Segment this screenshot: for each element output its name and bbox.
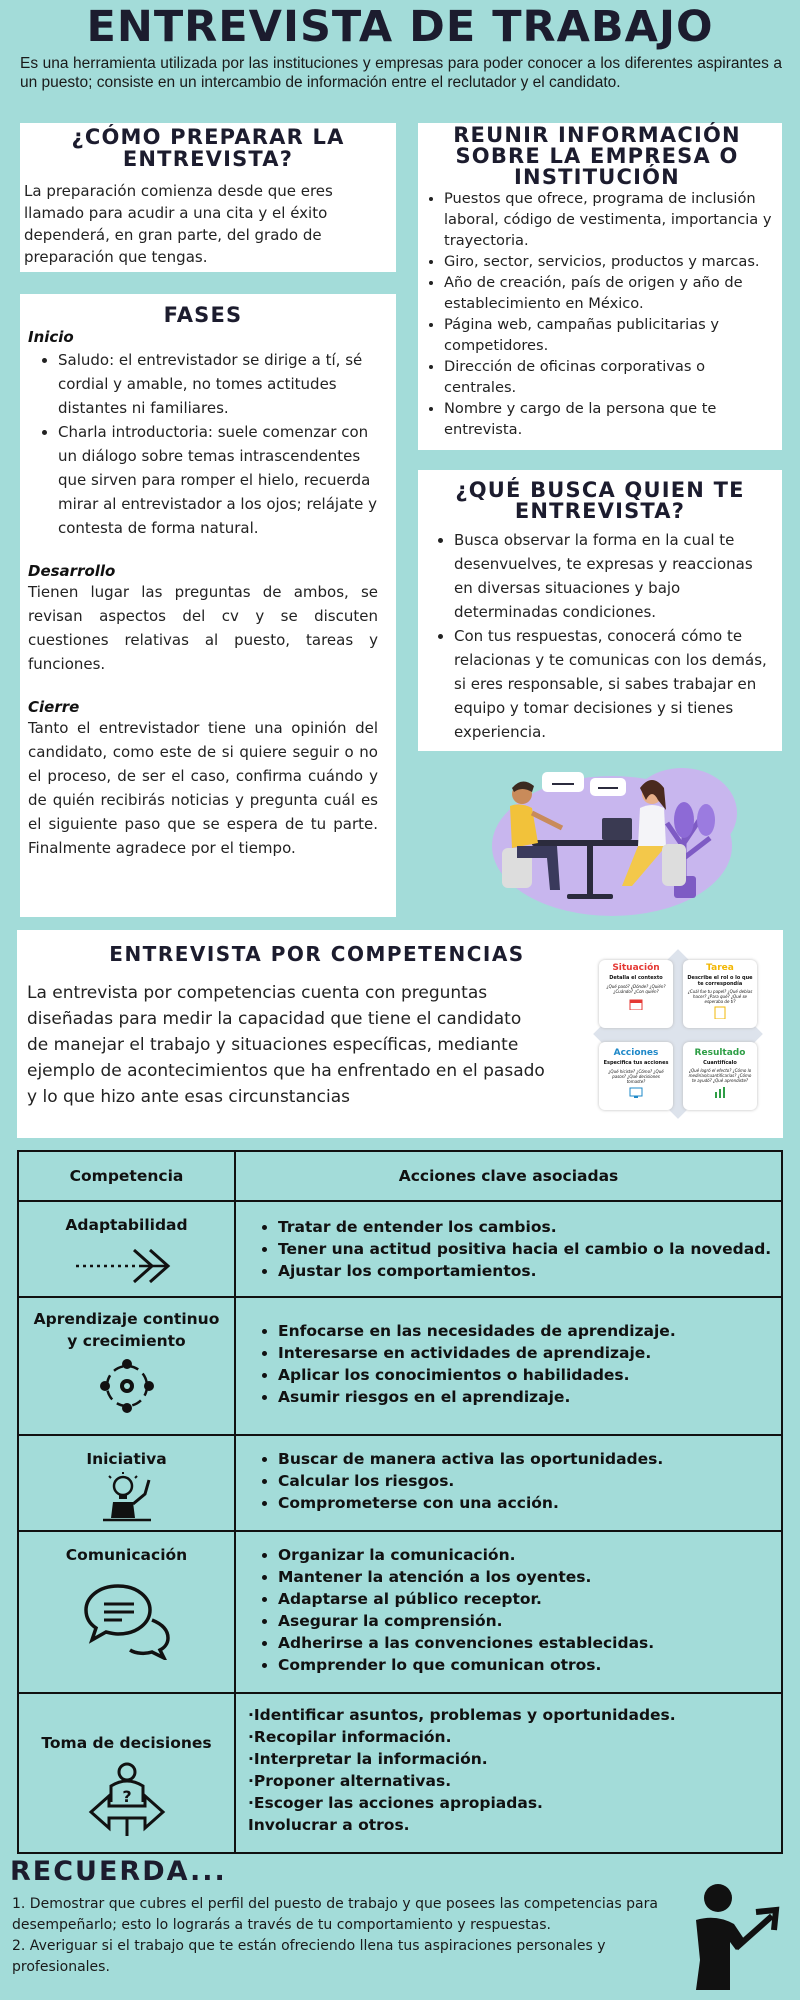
competencias-heading: ENTREVISTA POR COMPETENCIAS [109, 942, 525, 966]
accion-item: Involucrar a otros. [248, 1815, 410, 1834]
reunir-item: • Giro, sector, servicios, productos y marcas. [444, 251, 776, 272]
competencia-cell [18, 1531, 235, 1693]
reunir-list [418, 188, 776, 440]
star-card-acciones [599, 1042, 673, 1110]
calendar-icon [629, 998, 643, 1010]
header-acciones: Acciones clave asociadas [235, 1151, 782, 1201]
competencia-name: Toma de decisiones [41, 1733, 212, 1752]
competencia-cell [18, 1297, 235, 1435]
prepare-text: La preparación comienza desde que eres llamado para acudir a una cita y el éxito dependerá, en gran parte, del grado de preparación que tengas. [24, 182, 333, 266]
table-row [18, 1693, 782, 1853]
reunir-box [418, 123, 782, 450]
prepare-heading-line1: ¿CÓMO PREPARAR LA [71, 125, 345, 149]
busca-heading-line2: ENTREVISTA? [514, 499, 686, 523]
table-row [18, 1297, 782, 1435]
star-acciones-q: ¿Qué hiciste? ¿Cómo? ¿Qué pasos? ¿Qué decisiones tomaste? [608, 1069, 664, 1084]
reunir-item: • Nombre y cargo de la persona que te entrevista. [444, 398, 776, 440]
reunir-heading-line3: INSTITUCIÓN [514, 165, 680, 189]
competencia-name-line2: y crecimiento [67, 1332, 186, 1351]
accion-item: • Aplicar los conocimientos o habilidades. [278, 1364, 781, 1386]
accion-item: ·Proponer alternativas. [248, 1771, 452, 1790]
accion-item: • Enfocarse en las necesidades de aprendizaje. [278, 1320, 781, 1342]
busca-heading [424, 480, 776, 522]
star-tarea-title: Tarea [706, 963, 734, 973]
acciones-cell [235, 1201, 782, 1297]
recuerda-heading: RECUERDA... [10, 1856, 227, 1887]
accion-item: • Interesarse en actividades de aprendizaje. [278, 1342, 781, 1364]
star-diagram [589, 942, 767, 1126]
competencia-name: Adaptabilidad [65, 1216, 188, 1235]
bar-chart-icon [713, 1086, 727, 1098]
monitor-icon [629, 1087, 643, 1099]
recuerda-item: 1. Demostrar que cubres el perfil del puesto de trabajo y que posees las competencias para desempeñarlo; esto lo lograrás a través de tu comportamiento y respuestas. [12, 1896, 658, 1933]
reunir-item: • Año de creación, país de origen y año de establecimiento en México. [444, 272, 776, 314]
accion-item: • Mantener la atención a los oyentes. [278, 1566, 781, 1588]
prepare-heading-line2: ENTREVISTA? [122, 147, 294, 171]
table-row [18, 1201, 782, 1297]
competencia-name: Iniciativa [86, 1450, 167, 1469]
competencia-cell [18, 1693, 235, 1853]
cierre-text: Tanto el entrevistador tiene una opinión del candidato, como este de si quiere seguir o no el proceso, de ser el caso, confirma cuándo y de quién recibirás noticias y pregunta cuál es el siguiente paso que se espera de tu parte. Finalmente agradece por el tiempo. [28, 719, 378, 857]
star-situacion-sub: Detalla el contexto [609, 975, 663, 981]
fases-box [20, 294, 396, 917]
reunir-heading-line2: SOBRE LA EMPRESA O [455, 144, 739, 168]
table-row [18, 1435, 782, 1530]
header-competencia: Competencia [18, 1151, 235, 1201]
busca-box [418, 470, 782, 751]
competencias-text: La entrevista por competencias cuenta con preguntas diseñadas para medir la capacidad que tiene el candidato de manejar el trabajo y situaciones específicas, mediante ejemplo de acontecimientos que ha enfrentado en el pasado y lo que hizo ante esas circunstancias [27, 983, 545, 1107]
competencia-name-line1: Aprendizaje continuo [33, 1310, 220, 1329]
intro-text: Es una herramienta utilizada por las instituciones y empresas para poder conocer a los diferentes aspirantes a un puesto; consiste en un intercambio de información entre el reclutador y el candidato. [20, 55, 782, 91]
dotted-arrow-icon [72, 1244, 182, 1288]
prepare-box [20, 123, 396, 272]
recuerda-item: 2. Averiguar si el trabajo que te están ofreciendo llena tus aspiraciones personales y profesionales. [12, 1938, 606, 1975]
accion-item: ·Interpretar la información. [248, 1749, 488, 1768]
lightbulb-person-icon [99, 1472, 155, 1522]
competencia-cell [18, 1435, 235, 1530]
accion-item: ·Recopilar información. [248, 1727, 452, 1746]
accion-item: ·Identificar asuntos, problemas y oportunidades. [248, 1705, 676, 1724]
reunir-item: • Puestos que ofrece, programa de inclusión laboral, código de vestimenta, importancia y trayectoria. [444, 188, 776, 251]
accion-item: • Calcular los riesgos. [278, 1470, 781, 1492]
svg-text:?: ? [121, 1786, 132, 1806]
competencia-name [19, 1308, 234, 1352]
accion-item: • Tratar de entender los cambios. [278, 1216, 781, 1238]
star-resultado-title: Resultado [694, 1048, 746, 1058]
acciones-list [236, 1320, 781, 1408]
star-situacion-title: Situación [612, 963, 660, 973]
recuerda-list [12, 1894, 672, 1978]
accion-item: • Organizar la comunicación. [278, 1544, 781, 1566]
acciones-list [236, 1448, 781, 1514]
busca-list [424, 528, 776, 744]
inicio-item: • Saludo: el entrevistador se dirige a tí, sé cordial y amable, no tomes actitudes distantes ni familiares. [58, 348, 378, 420]
table-row [18, 1531, 782, 1693]
busca-heading-line1: ¿QUÉ BUSCA QUIEN TE [455, 478, 745, 502]
acciones-cell [235, 1531, 782, 1693]
competencia-name: Comunicación [65, 1545, 188, 1564]
accion-item: • Asumir riesgos en el aprendizaje. [278, 1386, 781, 1408]
busca-item: • Busca observar la forma en la cual te desenvuelves, te expresas y reaccionas en diversas situaciones y bajo determinadas condiciones. [454, 528, 776, 624]
acciones-list [236, 1216, 781, 1282]
accion-item: • Comprometerse con una acción. [278, 1492, 781, 1514]
reunir-heading [418, 125, 776, 188]
fases-heading: FASES [163, 303, 243, 327]
chat-bubbles-icon [82, 1580, 172, 1660]
reunir-heading-line1: REUNIR INFORMACIÓN [453, 123, 741, 147]
prepare-heading [24, 126, 392, 170]
reunir-item: • Página web, campañas publicitarias y competidores. [444, 314, 776, 356]
desarrollo-text: Tienen lugar las preguntas de ambos, se revisan aspectos del cv y se discuten cuestiones relativas al puesto, tareas y funciones. [28, 583, 378, 673]
star-resultado-q: ¿Qué logró el efecto? ¿Cómo lo medirías/cuantificarías? ¿Cómo te ayudó? ¿Qué aprendiste? [688, 1068, 752, 1083]
clipboard-icon [714, 1006, 726, 1019]
accion-item: • Asegurar la comprensión. [278, 1610, 781, 1632]
reunir-item: • Dirección de oficinas corporativas o centrales. [444, 356, 776, 398]
learning-cycle-icon [97, 1356, 157, 1416]
star-tarea-sub: Describe el rol o lo que te correspondía [687, 975, 753, 987]
star-card-situacion [599, 960, 673, 1028]
star-card-resultado [683, 1042, 757, 1110]
acciones-cell [235, 1435, 782, 1530]
competencias-box [17, 930, 783, 1138]
cierre-title: Cierre [28, 698, 80, 716]
accion-item: • Ajustar los comportamientos. [278, 1260, 781, 1282]
inicio-title: Inicio [28, 328, 74, 346]
accion-item: • Tener una actitud positiva hacia el cambio o la novedad. [278, 1238, 781, 1260]
star-acciones-title: Acciones [613, 1048, 659, 1058]
acciones-list [236, 1544, 781, 1676]
person-arrow-icon [686, 1880, 786, 1992]
acciones-cell [235, 1693, 782, 1853]
page-title: ENTREVISTA DE TRABAJO [86, 2, 714, 52]
star-card-tarea [683, 960, 757, 1028]
interview-illustration [462, 758, 742, 918]
inicio-item: • Charla introductoria: suele comenzar con un diálogo sobre temas intrascendentes que sirven para romper el hielo, recuerda mirar al entrevistador a los ojos; relájate y contesta de forma natural. [58, 420, 378, 540]
busca-item: • Con tus respuestas, conocerá cómo te relacionas y te comunicas con los demás, si eres responsable, si sabes trabajar en equipo y tomar decisiones y si tienes experiencia. [454, 624, 776, 744]
accion-item: • Adaptarse al público receptor. [278, 1588, 781, 1610]
accion-item: • Comprender lo que comunican otros. [278, 1654, 781, 1676]
star-situacion-q: ¿Qué pasó? ¿Dónde? ¿Quién? ¿Cuándo? ¿Con quién? [606, 984, 666, 994]
accion-item: • Adherirse a las convenciones establecidas. [278, 1632, 781, 1654]
competencia-cell [18, 1201, 235, 1297]
table-header-row [18, 1151, 782, 1201]
accion-item: • Buscar de manera activa las oportunidades. [278, 1448, 781, 1470]
competencias-table [17, 1150, 783, 1854]
decision-person-icon [87, 1762, 167, 1838]
star-acciones-sub: Especifica tus acciones [603, 1060, 669, 1066]
star-resultado-sub: Cuantifícalo [703, 1060, 737, 1066]
inicio-list [28, 348, 378, 540]
desarrollo-title: Desarrollo [28, 562, 116, 580]
star-tarea-q: ¿Cuál fue tu papel? ¿Qué debías hacer? ¿Para qué? ¿Qué se esperaba de ti? [687, 989, 753, 1004]
accion-item: ·Escoger las acciones apropiadas. [248, 1793, 543, 1812]
acciones-cell [235, 1297, 782, 1435]
